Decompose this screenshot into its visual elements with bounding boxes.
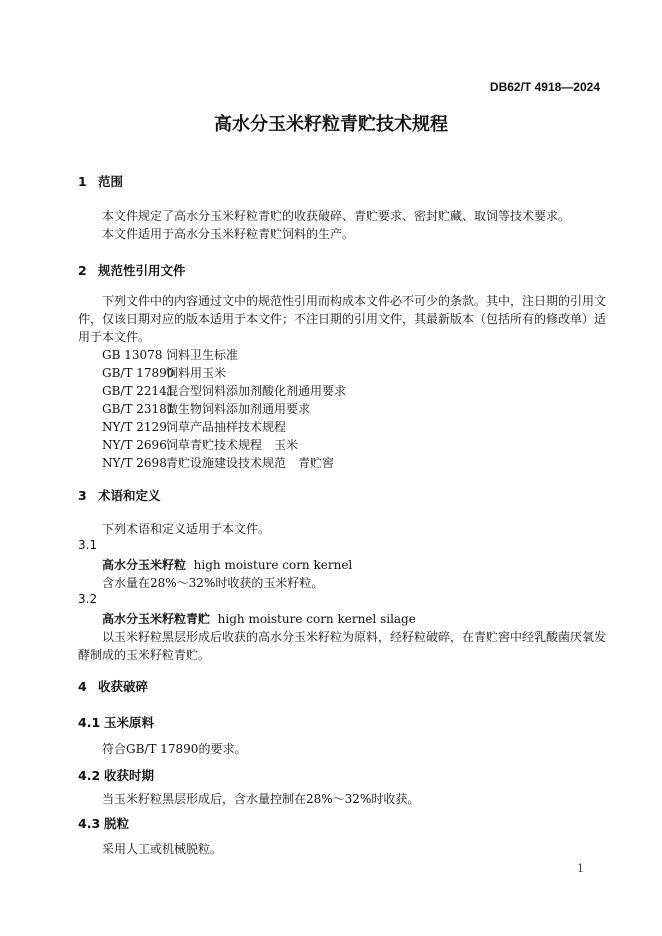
reference-item bbox=[102, 400, 310, 417]
reference-name: 饲料卫生标准 bbox=[166, 348, 239, 362]
reference-item bbox=[102, 364, 226, 381]
section-number: 1 bbox=[78, 174, 87, 189]
section-title: 术语和定义 bbox=[98, 488, 161, 503]
subsection-title: 脱粒 bbox=[104, 816, 130, 831]
term-english: high moisture corn kernel bbox=[193, 558, 353, 572]
reference-item bbox=[102, 436, 298, 453]
reference-name: 微生物饲料添加剂通用要求 bbox=[166, 402, 311, 416]
reference-name: 混合型饲料添加剂酸化剂通用要求 bbox=[166, 384, 347, 398]
section-2-heading bbox=[78, 261, 186, 279]
reference-name: 青贮设施建设技术规范 青贮窖 bbox=[166, 456, 335, 470]
section-number: 2 bbox=[78, 263, 87, 278]
section-title: 收获破碎 bbox=[98, 679, 149, 694]
term-definition: 以玉米籽粒黑层形成后收获的高水分玉米籽粒为原料，经籽粒破碎，在青贮窖中经乳酸菌厌氧发酵制成的玉米籽粒青贮。 bbox=[78, 630, 607, 662]
reference-item bbox=[102, 418, 286, 435]
reference-code: NY/T 2698 bbox=[102, 456, 167, 470]
term-chinese: 高水分玉米籽粒 bbox=[102, 558, 187, 572]
subsection-4-3-heading bbox=[78, 814, 129, 832]
subsection-4-3-text: 采用人工或机械脱粒。 bbox=[102, 842, 223, 856]
subsection-number: 4.2 bbox=[78, 768, 101, 783]
section-title: 范围 bbox=[98, 174, 124, 189]
subsection-4-1-text: 符合GB/T 17890的要求。 bbox=[102, 742, 247, 756]
reference-code: NY/T 2696 bbox=[102, 438, 167, 452]
reference-code: GB 13078 bbox=[102, 348, 163, 362]
term-number: 3.1 bbox=[78, 538, 98, 552]
document-id: DB62/T 4918—2024 bbox=[489, 80, 600, 94]
subsection-4-2-heading bbox=[78, 766, 154, 784]
term-definition: 含水量在28%～32%时收获的玉米籽粒。 bbox=[102, 576, 324, 590]
subsection-4-2-text: 当玉米籽粒黑层形成后，含水量控制在28%～32%时收获。 bbox=[102, 792, 420, 806]
section-1-paragraph-2: 本文件适用于高水分玉米籽粒青贮饲料的生产。 bbox=[102, 227, 355, 241]
subsection-number: 4.3 bbox=[78, 816, 101, 831]
page-number: 1 bbox=[577, 862, 584, 875]
subsection-title: 玉米原料 bbox=[104, 715, 155, 730]
reference-code: GB/T 22141 bbox=[102, 384, 175, 398]
reference-name: 饲草产品抽样技术规程 bbox=[166, 420, 287, 434]
term-heading bbox=[102, 610, 416, 627]
subsection-4-1-heading bbox=[78, 713, 154, 731]
term-number: 3.2 bbox=[78, 592, 98, 606]
term-chinese: 高水分玉米籽粒青贮 bbox=[102, 612, 211, 626]
reference-code: GB/T 23181 bbox=[102, 402, 175, 416]
reference-name: 饲料用玉米 bbox=[166, 366, 227, 380]
section-1-heading bbox=[78, 172, 123, 190]
section-3-heading bbox=[78, 486, 161, 504]
reference-code: GB/T 17890 bbox=[102, 366, 175, 380]
section-title: 规范性引用文件 bbox=[98, 263, 186, 278]
section-number: 4 bbox=[78, 679, 87, 694]
section-2-intro: 下列文件中的内容通过文中的规范性引用而构成本文件必不可少的条款。其中，注日期的引用文件，仅该日期对应的版本适用于本文件；不注日期的引用文件，其最新版本（包括所有的修改单）适用于本文件。 bbox=[78, 294, 607, 344]
term-english: high moisture corn kernel silage bbox=[217, 612, 416, 626]
section-number: 3 bbox=[78, 488, 87, 503]
subsection-title: 收获时期 bbox=[104, 768, 155, 783]
document-title: 高水分玉米籽粒青贮技术规程 bbox=[214, 114, 448, 135]
reference-item bbox=[102, 382, 346, 399]
section-3-intro: 下列术语和定义适用于本文件。 bbox=[102, 522, 271, 536]
section-4-heading bbox=[78, 677, 148, 695]
reference-code: NY/T 2129 bbox=[102, 420, 167, 434]
section-1-paragraph-1: 本文件规定了高水分玉米籽粒青贮的收获破碎、青贮要求、密封贮藏、取饲等技术要求。 bbox=[102, 209, 571, 223]
term-heading bbox=[102, 556, 352, 573]
reference-item bbox=[102, 346, 238, 363]
reference-item bbox=[102, 454, 334, 471]
reference-name: 饲草青贮技术规程 玉米 bbox=[166, 438, 299, 452]
subsection-number: 4.1 bbox=[78, 715, 101, 730]
